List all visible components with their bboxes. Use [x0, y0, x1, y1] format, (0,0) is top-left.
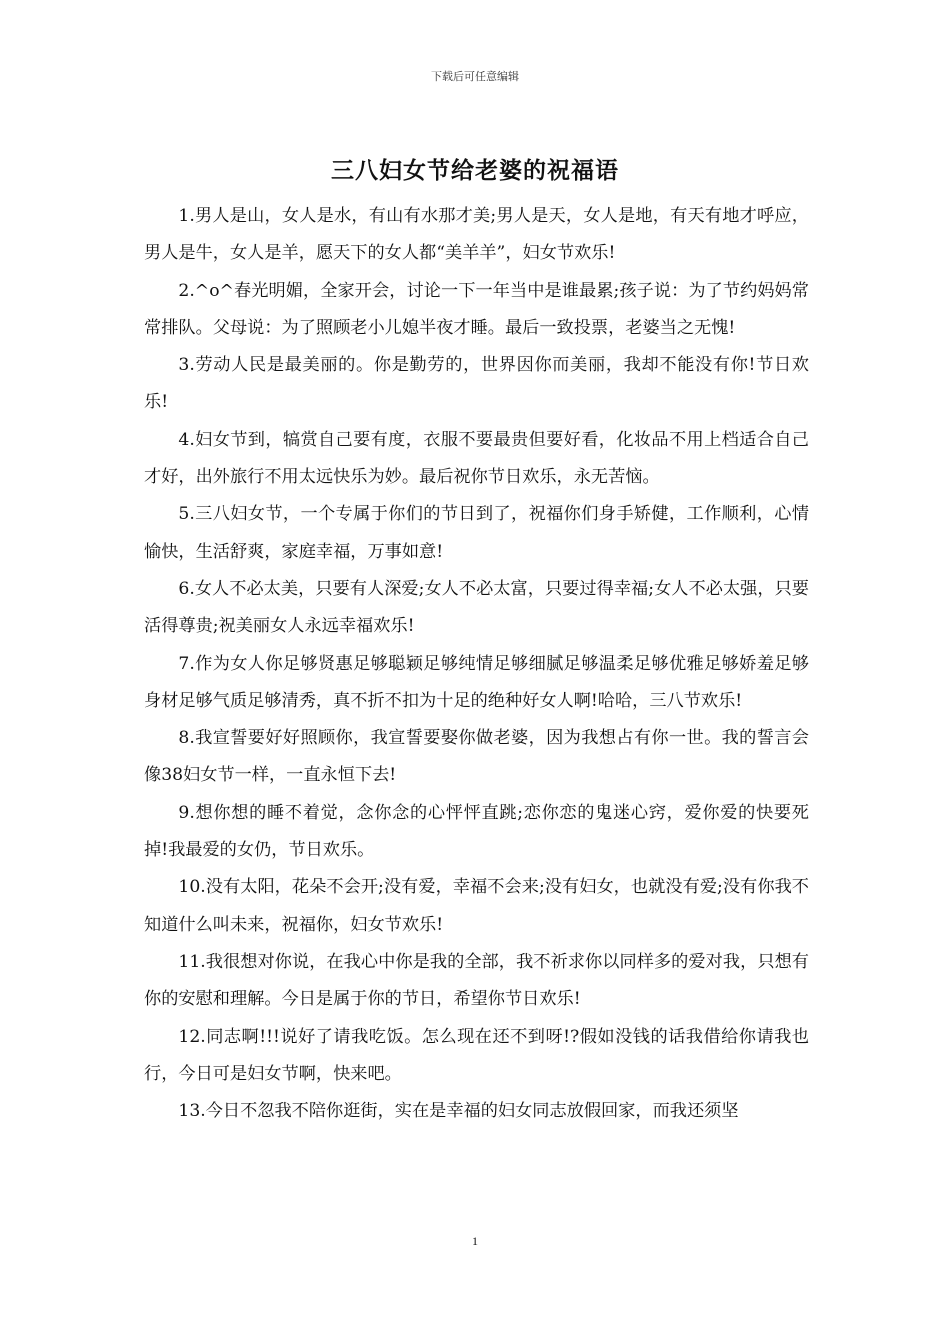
paragraph: 7.作为女人你足够贤惠足够聪颖足够纯情足够细腻足够温柔足够优雅足够娇羞足够身材足够气质足够清秀，真不折不扣为十足的绝种好女人啊!哈哈，三八节欢乐!	[144, 653, 809, 711]
paragraph: 8.我宣誓要好好照顾你，我宣誓要娶你做老婆，因为我想占有你一世。我的誓言会像38妇女节一样，一直永恒下去!	[144, 728, 809, 786]
paragraph: 2.^o^春光明媚，全家开会，讨论一下一年当中是谁最累;孩子说：为了节约妈妈常常排队。父母说：为了照顾老小儿媳半夜才睡。最后一致投票，老婆当之无愧!	[144, 280, 809, 338]
paragraph: 13.今日不忽我不陪你逛街，实在是幸福的妇女同志放假回家，而我还须坚	[178, 1101, 739, 1122]
paragraph: 5.三八妇女节，一个专属于你们的节日到了，祝福你们身手矫健，工作顺利，心情愉快，生活舒爽，家庭幸福，万事如意!	[144, 504, 809, 562]
header-note: 下载后可任意编辑	[431, 70, 519, 83]
paragraph: 3.劳动人民是最美丽的。你是勤劳的，世界因你而美丽，我却不能没有你!节日欢乐!	[144, 355, 809, 413]
document-title: 三八妇女节给老婆的祝福语	[331, 158, 619, 184]
document-body	[144, 198, 809, 1130]
page-number: 1	[472, 1234, 478, 1248]
paragraph: 12.同志啊!!!说好了请我吃饭。怎么现在还不到呀!?假如没钱的话我借给你请我也行，今日可是妇女节啊，快来吧。	[144, 1026, 809, 1084]
paragraph: 10.没有太阳，花朵不会开;没有爱，幸福不会来;没有妇女，也就没有爱;没有你我不知道什么叫未来，祝福你，妇女节欢乐!	[144, 877, 809, 935]
paragraph: 1.男人是山，女人是水，有山有水那才美;男人是天，女人是地，有天有地才呼应，男人是牛，女人是羊，愿天下的女人都“美羊羊”，妇女节欢乐!	[144, 206, 809, 264]
paragraph: 6.女人不必太美，只要有人深爱;女人不必太富，只要过得幸福;女人不必太强，只要活得尊贵;祝美丽女人永远幸福欢乐!	[144, 578, 809, 637]
paragraph: 9.想你想的睡不着觉，念你念的心怦怦直跳;恋你恋的鬼迷心窍，爱你爱的快要死掉!我最爱的女仍，节日欢乐。	[144, 802, 809, 861]
paragraph: 11.我很想对你说，在我心中你是我的全部，我不祈求你以同样多的爱对我，只想有你的安慰和理解。今日是属于你的节日，希望你节日欢乐!	[144, 951, 809, 1010]
paragraph: 4.妇女节到，犒赏自己要有度，衣服不要最贵但要好看，化妆品不用上档适合自己才好，出外旅行不用太远快乐为妙。最后祝你节日欢乐，永无苦恼。	[144, 429, 809, 488]
